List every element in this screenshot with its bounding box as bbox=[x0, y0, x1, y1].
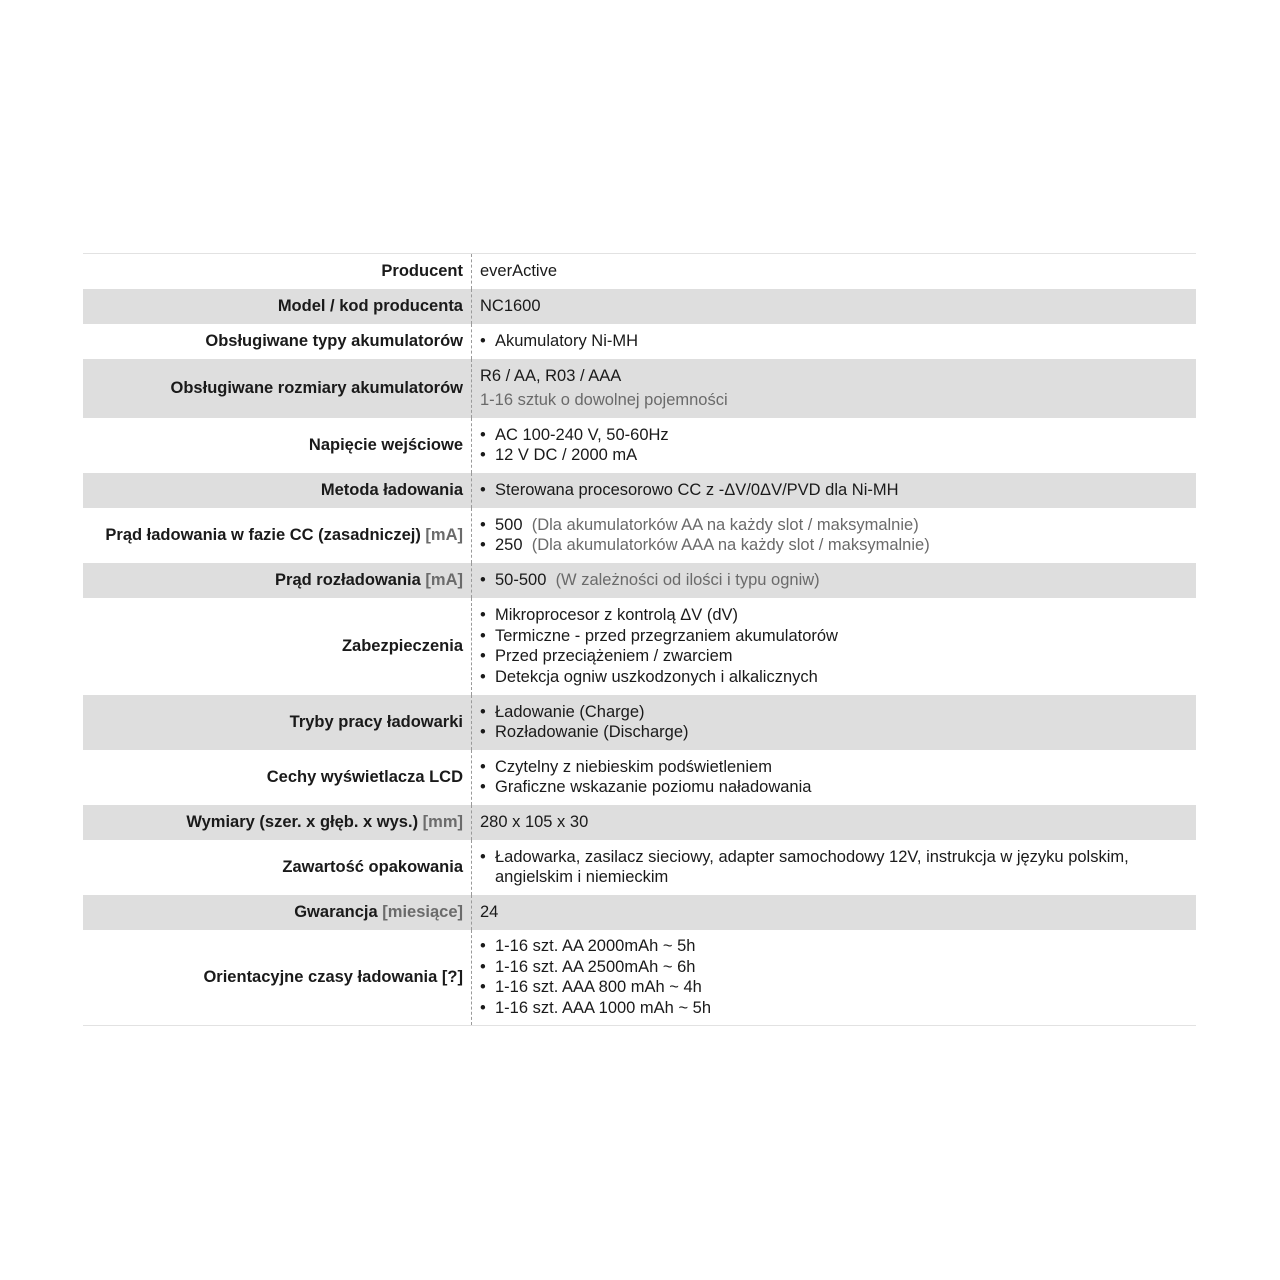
row-value bbox=[472, 418, 1197, 473]
row-label: Obsługiwane typy akumulatorów bbox=[205, 331, 463, 350]
row-value bbox=[472, 750, 1197, 805]
spec-row-producent bbox=[83, 254, 1196, 289]
spec-row-protections bbox=[83, 598, 1196, 695]
row-value: 24 bbox=[472, 895, 1197, 930]
row-value: NC1600 bbox=[472, 289, 1197, 324]
list-item: • 1-16 szt. AA 2500mAh ~ 6h bbox=[480, 957, 1196, 978]
value-list bbox=[480, 515, 1196, 556]
spec-row-charge-current bbox=[83, 508, 1196, 563]
list-item: • Rozładowanie (Discharge) bbox=[480, 722, 1196, 743]
spec-row-dimensions bbox=[83, 805, 1196, 840]
spec-row-operating-modes bbox=[83, 695, 1196, 750]
row-value bbox=[472, 508, 1197, 563]
list-item: • Mikroprocesor z kontrolą ΔV (dV) bbox=[480, 605, 1196, 626]
row-label: Napięcie wejściowe bbox=[308, 435, 463, 454]
list-item: • Ładowanie (Charge) bbox=[480, 702, 1196, 723]
spec-row-input-voltage bbox=[83, 418, 1196, 473]
spec-table bbox=[83, 253, 1196, 1026]
spec-row-model bbox=[83, 289, 1196, 324]
help-icon[interactable]: [?] bbox=[441, 968, 463, 986]
row-value bbox=[472, 359, 1197, 418]
list-item: • Ładowarka, zasilacz sieciowy, adapter samochodowy 12V, instrukcja w języku polskim, angielskim i niemieckim bbox=[480, 847, 1166, 888]
value-list bbox=[480, 605, 1196, 687]
item-note: (Dla akumulatorków AAA na każdy slot / maksymalnie) bbox=[531, 536, 930, 554]
row-label: Metoda ładowania bbox=[83, 473, 472, 508]
spec-row-battery-sizes bbox=[83, 359, 1196, 418]
spec-row-battery-types bbox=[83, 324, 1196, 359]
list-item: • Detekcja ogniw uszkodzonych i alkalicznych bbox=[480, 667, 1196, 688]
row-value: everActive bbox=[472, 254, 1197, 289]
item-note: (W zależności od ilości i typu ogniw) bbox=[555, 570, 820, 589]
row-label: Prąd ładowania w fazie CC (zasadniczej) [mA] bbox=[105, 525, 463, 544]
sizes-subtext: 1-16 sztuk o dowolnej pojemności bbox=[480, 391, 728, 409]
item-note: (Dla akumulatorków AA na każdy slot / maksymalnie) bbox=[531, 515, 919, 534]
spec-row-charging-method bbox=[83, 473, 1196, 508]
row-value bbox=[472, 930, 1197, 1026]
list-item: • Przed przeciążeniem / zwarciem bbox=[480, 646, 1196, 667]
row-value bbox=[472, 324, 1197, 359]
unit-label: [mm] bbox=[422, 812, 463, 831]
list-item: • 250 (Dla akumulatorków AAA na każdy slot / maksymalnie) bbox=[480, 535, 1196, 556]
row-value bbox=[472, 598, 1197, 695]
row-label: Orientacyjne czasy ładowania [?] bbox=[203, 968, 463, 986]
spec-row-package-contents bbox=[83, 840, 1196, 895]
list-item: • 1-16 szt. AAA 1000 mAh ~ 5h bbox=[480, 998, 1196, 1019]
list-item: • 12 V DC / 2000 mA bbox=[480, 445, 1196, 466]
value-list bbox=[480, 702, 1196, 743]
unit-label: [miesiące] bbox=[382, 902, 463, 921]
list-item: • Akumulatory Ni-MH bbox=[480, 331, 1196, 352]
spec-row-warranty bbox=[83, 895, 1196, 930]
unit-label: [mA] bbox=[425, 570, 463, 589]
row-value bbox=[472, 473, 1197, 508]
row-label: Zabezpieczenia bbox=[341, 636, 463, 655]
spec-row-charging-times bbox=[83, 930, 1196, 1026]
row-label: Zawartość opakowania bbox=[282, 857, 463, 876]
row-value bbox=[472, 840, 1197, 895]
list-item: • AC 100-240 V, 50-60Hz bbox=[480, 425, 1196, 446]
row-label: Prąd rozładowania [mA] bbox=[83, 563, 472, 598]
row-label: Producent bbox=[381, 262, 463, 280]
list-item: • Sterowana procesorowo CC z -ΔV/0ΔV/PVD dla Ni-MH bbox=[480, 480, 1196, 501]
value-list bbox=[480, 847, 1196, 888]
row-label: Model / kod producenta bbox=[83, 289, 472, 324]
row-value bbox=[472, 695, 1197, 750]
sizes-value: R6 / AA, R03 / AAA bbox=[480, 366, 622, 385]
unit-label: [mA] bbox=[425, 525, 463, 544]
row-label: Obsługiwane rozmiary akumulatorów bbox=[83, 359, 472, 418]
row-label: Cechy wyświetlacza LCD bbox=[266, 767, 463, 786]
value-list bbox=[480, 331, 1196, 352]
list-item: • 500 (Dla akumulatorków AA na każdy slot / maksymalnie) bbox=[480, 515, 1196, 536]
value-list bbox=[480, 425, 1196, 466]
row-label: Gwarancja [miesiące] bbox=[83, 895, 472, 930]
list-item: • Czytelny z niebieskim podświetleniem bbox=[480, 757, 1196, 778]
list-item: • 1-16 szt. AA 2000mAh ~ 5h bbox=[480, 936, 1196, 957]
row-label: Wymiary (szer. x głęb. x wys.) [mm] bbox=[83, 805, 472, 840]
spec-row-lcd-features bbox=[83, 750, 1196, 805]
value-list bbox=[480, 936, 1196, 1018]
row-label: Tryby pracy ładowarki bbox=[83, 695, 472, 750]
value-list bbox=[480, 757, 1196, 798]
list-item: • 1-16 szt. AAA 800 mAh ~ 4h bbox=[480, 977, 1196, 998]
list-item: • 50-500 (W zależności od ilości i typu ogniw) bbox=[480, 570, 1196, 591]
list-item: • Graficzne wskazanie poziomu naładowania bbox=[480, 777, 1196, 798]
row-value: 280 x 105 x 30 bbox=[472, 805, 1197, 840]
value-list bbox=[480, 570, 1196, 591]
row-value bbox=[472, 563, 1197, 598]
value-list bbox=[480, 480, 1196, 501]
list-item: • Termiczne - przed przegrzaniem akumulatorów bbox=[480, 626, 1196, 647]
spec-row-discharge-current bbox=[83, 563, 1196, 598]
